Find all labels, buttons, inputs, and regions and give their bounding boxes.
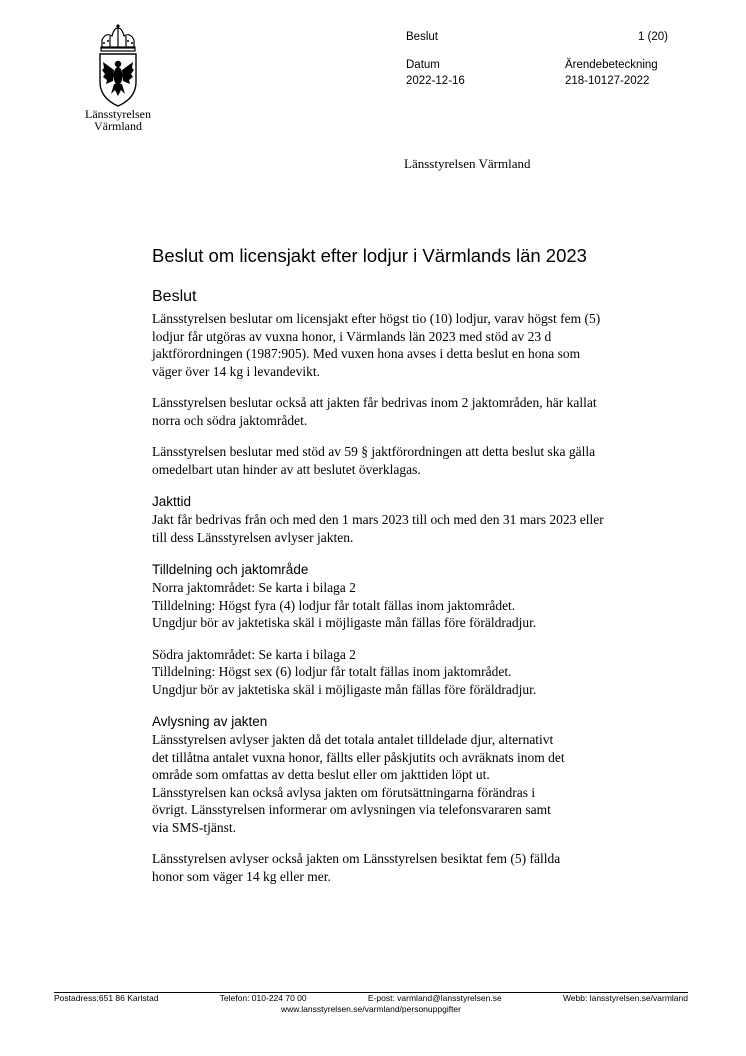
footer-webb[interactable]: Webb: lansstyrelsen.se/varmland (562, 993, 688, 1003)
logo (82, 24, 154, 144)
subsection-heading: Tilldelning och jaktområde (152, 562, 309, 577)
case-number-label: Ärendebeteckning (565, 59, 658, 71)
org-name-line2: Värmland (94, 119, 142, 133)
subsection-heading: Jakttid (152, 494, 192, 509)
footer-contact-row (54, 993, 688, 1004)
section-avlysning (152, 714, 612, 885)
norra-jaktomrade-block (152, 579, 612, 632)
doc-type: Beslut (406, 31, 438, 43)
sender: Länsstyrelsen Värmland (404, 156, 531, 171)
section-beslut (152, 288, 612, 478)
sodra-jaktomrade-block (152, 646, 612, 699)
text-line: Ungdjur bör av jaktetiska skäl i möjligaste mån fällas före föräldradjur. (152, 615, 537, 630)
date-value: 2022-12-16 (406, 75, 465, 87)
paragraph: Länsstyrelsen beslutar om licensjakt efter högst tio (10) lodjur, varav högst fem (5) lodjur får utgöras av vuxna honor, i Värmlands län 2023 med stöd av 23 d jaktförordningen (1987:905). Med vuxen hona avses i detta beslut en hona som väger över 14 kg i levandevikt. (152, 311, 601, 379)
footer-personuppgifter-link[interactable]: www.lansstyrelsen.se/varmland/personuppgifter (280, 1004, 461, 1014)
text-line: Tilldelning: Högst fyra (4) lodjur får totalt fällas inom jaktområdet. (152, 597, 516, 613)
text-line: Norra jaktområdet: Se karta i bilaga 2 (152, 580, 356, 595)
footer-epost[interactable]: E-post: varmland@lansstyrelsen.se (367, 993, 502, 1003)
footer (54, 993, 688, 1015)
paragraph: Jakt får bedrivas från och med den 1 mars 2023 till och med den 31 mars 2023 eller till dess Länsstyrelsen avlyser jakten. (152, 512, 604, 545)
section-tilldelning (152, 562, 612, 698)
text-line: Tilldelning: Högst sex (6) lodjur får totalt fällas inom jaktområdet. (152, 664, 512, 679)
document-body (152, 245, 612, 899)
case-number-value: 218-10127-2022 (565, 75, 650, 87)
section-jakttid (152, 494, 612, 546)
paragraph: Länsstyrelsen beslutar också att jakten får bedrivas inom 2 jaktområden, här kallat norra och södra jaktområdet. (152, 395, 597, 428)
text-line: Södra jaktområdet: Se karta i bilaga 2 (152, 646, 356, 662)
subsection-heading: Avlysning av jakten (152, 714, 268, 729)
page-number: 1 (20) (637, 31, 668, 43)
date-label: Datum (406, 59, 440, 71)
text-line: Ungdjur bör av jaktetiska skäl i möjligaste mån fällas före föräldradjur. (152, 681, 537, 697)
footer-telefon: Telefon: 010-224 70 00 (219, 993, 307, 1003)
paragraph: Länsstyrelsen avlyser också jakten om Länsstyrelsen besiktat fem (5) fällda honor som väger 14 kg eller mer. (152, 851, 561, 884)
paragraph: Länsstyrelsen avlyser jakten då det totala antalet tilldelade djur, alternativt det tillåtna antalet vuxna honor, fällts eller påskjutits och avräknats inom det område som omfattas av detta beslut eller om jakttiden löpt ut. Länsstyrelsen kan också avlysa jakten om förutsättningarna förändras i övrigt. Länsstyrelsen informerar om avlysningen via telefonsvararen samt via SMS-tjänst. (152, 732, 565, 835)
section-heading: Beslut (152, 288, 197, 305)
paragraph: Länsstyrelsen beslutar med stöd av 59 § jaktförordningen att detta beslut ska gälla omedelbart utan hinder av att beslutet överklagas. (152, 444, 596, 477)
org-name-line1: Länsstyrelsen (85, 107, 151, 121)
footer-postadress: Postadress:651 86 Karlstad (54, 993, 159, 1003)
page-title: Beslut om licensjakt efter lodjur i Värmlands län 2023 (152, 245, 587, 266)
crowned-eagle-coat-of-arms-icon (94, 24, 142, 108)
